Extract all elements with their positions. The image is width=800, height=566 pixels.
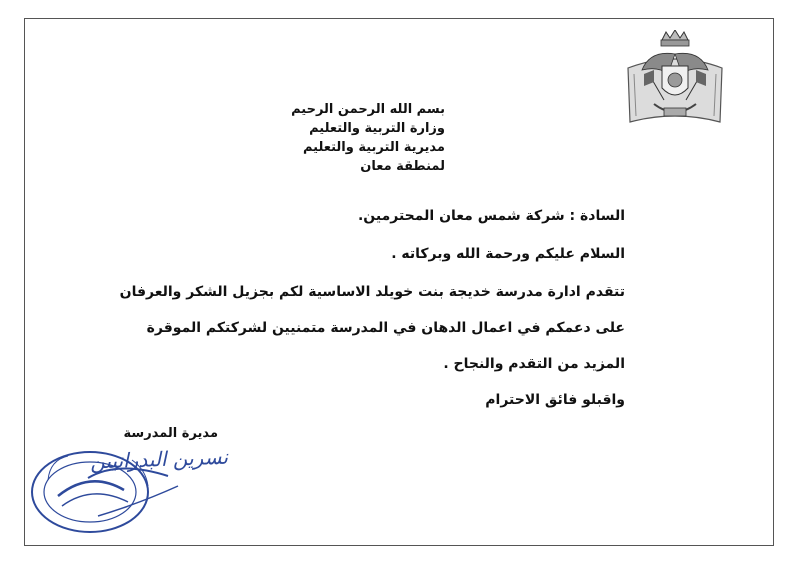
signature-area bbox=[28, 420, 228, 540]
greeting-line: السلام عليكم ورحمة الله وبركاته . bbox=[391, 246, 625, 262]
signature-title: مديرة المدرسة bbox=[123, 426, 218, 441]
addressee-line: السادة : شركة شمس معان المحترمين. bbox=[357, 208, 625, 224]
body-line-2: على دعمكم في اعمال الدهان في المدرسة متمنيين لشركتكم الموقرة bbox=[146, 320, 625, 336]
region-line: لمنطقة معان bbox=[360, 159, 445, 174]
basmala-line: بسم الله الرحمن الرحيم bbox=[291, 102, 445, 117]
body-line-1: تتقدم ادارة مدرسة خديجة بنت خويلد الاساسية لكم بجزيل الشكر والعرفان bbox=[119, 284, 625, 300]
ministry-line: وزارة التربية والتعليم bbox=[309, 121, 445, 136]
letter-header bbox=[220, 100, 445, 176]
signature-name: نسرين البدرانيين bbox=[89, 444, 229, 474]
directorate-line: مديرية التربية والتعليم bbox=[302, 140, 445, 155]
coat-of-arms-icon bbox=[620, 30, 730, 130]
closing-line: واقبلو فائق الاحترام bbox=[485, 392, 625, 408]
body-line-3: المزيد من التقدم والنجاح . bbox=[443, 356, 625, 372]
